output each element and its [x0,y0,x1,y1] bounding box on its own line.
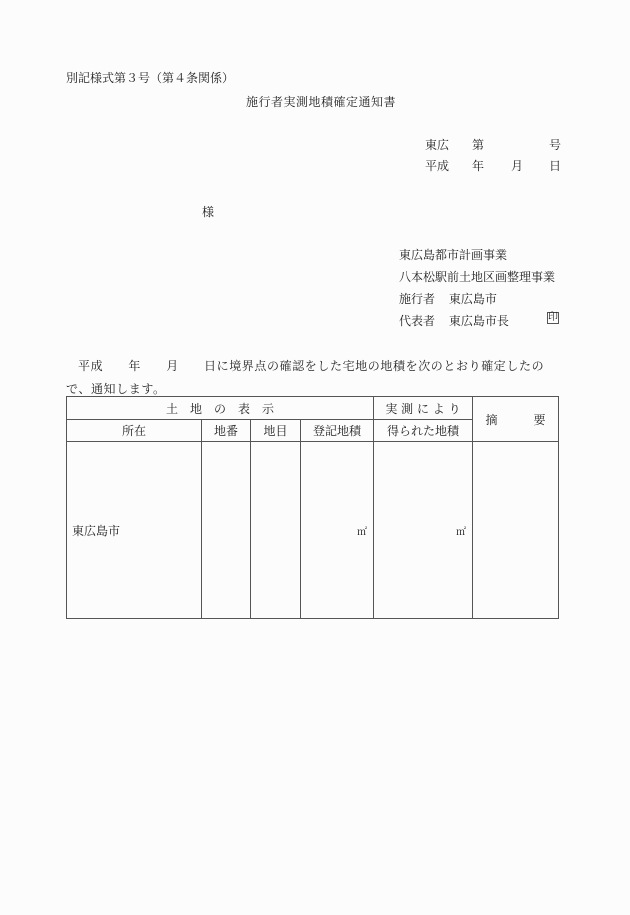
document-title: 施行者実測地積確定通知書 [246,95,397,109]
form-number: 別記様式第３号（第４条関係） [66,71,235,85]
representative-label: 代表者 [399,314,436,328]
representative-value: 東広島市長 [448,314,509,328]
cell-actual-area[interactable] [374,442,473,619]
column-land-category: 地目 [251,420,301,442]
land-display-header: 土 地 の 表 示 [67,397,374,420]
seal-mark: 印 [548,312,558,323]
date-month: 月 [511,159,524,173]
square-meter-unit: ㎡ [357,526,367,538]
date-era: 平成 [425,159,450,173]
square-meter-unit: ㎡ [456,526,466,538]
notice-body: 平成 年 月 日に境界点の確認をした宅地の地積を次のとおり確定したので、通知します。 [66,359,545,396]
remarks-header: 摘 要 [473,397,559,442]
cell-land-category[interactable] [251,442,301,619]
actual-area-header-line1: 実 測 に よ り [374,397,473,420]
cell-lot-number[interactable] [202,442,251,619]
reference-prefix: 東広 [425,138,450,152]
addressee-honorific: 様 [202,205,215,219]
column-registered-area: 登記地積 [301,420,374,442]
table-row [67,442,559,619]
operator-label: 施行者 [399,292,436,306]
issuer-subproject: 八本松駅前土地区画整理事業 [399,270,556,284]
date-year: 年 [472,159,485,173]
issuer-project: 東広島都市計画事業 [399,248,508,262]
cell-remarks[interactable] [473,442,559,619]
reference-dai: 第 [472,138,485,152]
land-area-table [66,396,559,619]
column-lot-number: 地番 [202,420,251,442]
column-location: 所在 [67,420,202,442]
date-day: 日 [549,159,562,173]
issuer-operator [399,290,497,307]
cell-registered-area[interactable] [301,442,374,619]
issuer-representative [399,312,509,329]
cell-location[interactable]: 東広島市 [67,442,202,619]
reference-go: 号 [549,138,562,152]
operator-value: 東広島市 [448,292,497,306]
actual-area-header-line2: 得られた地積 [374,420,473,442]
